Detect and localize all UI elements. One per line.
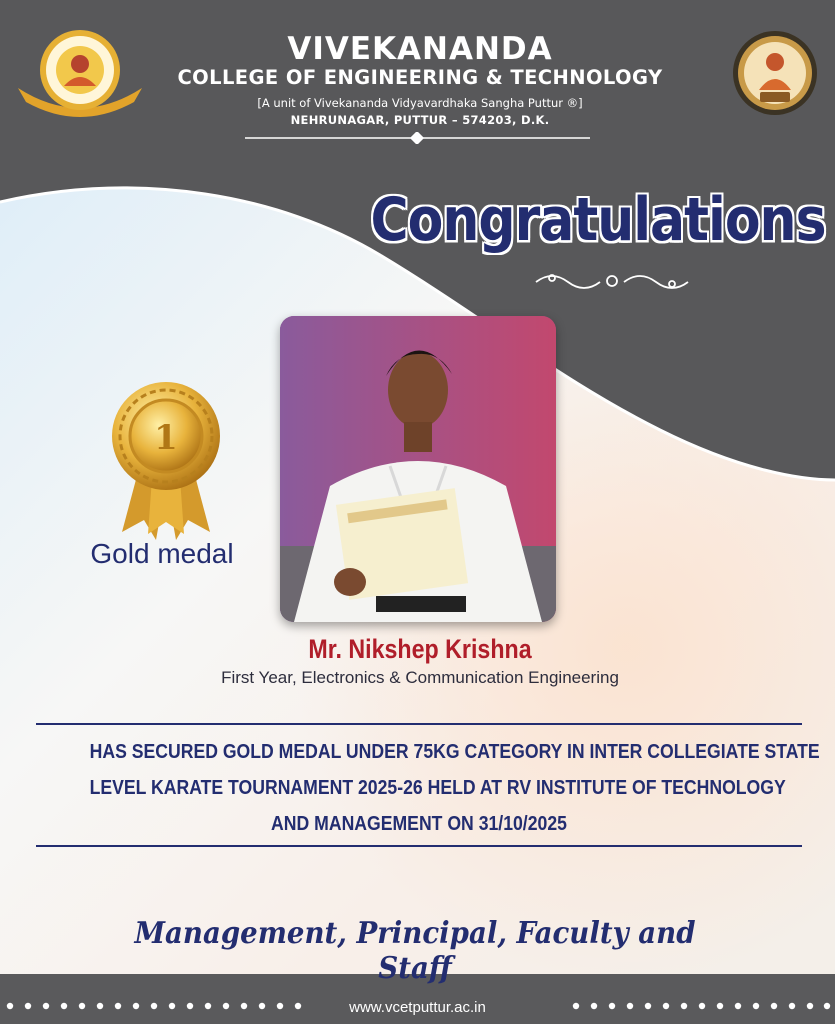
college-affiliation: [A unit of Vivekananda Vidyavardhaka Sangha Puttur ®] xyxy=(257,96,583,110)
college-logo xyxy=(16,28,144,118)
statement-line: LEVEL KARATE TOURNAMENT 2025-26 HELD AT RV INSTITUTE OF TECHNOLOGY xyxy=(89,776,786,799)
anniversary-emblem xyxy=(732,30,818,116)
achiever-photo xyxy=(280,316,556,622)
congratulations-heading: Congratulations xyxy=(370,186,826,255)
medal-caption: Gold medal xyxy=(90,538,234,569)
achiever-name: Mr. Nikshep Krishna xyxy=(308,634,532,664)
achiever-department: First Year, Electronics & Communication Engineering xyxy=(221,668,619,687)
footer-dots-left xyxy=(6,1002,306,1010)
statement-line: HAS SECURED GOLD MEDAL UNDER 75KG CATEGORY IN INTER COLLEGIATE STATE xyxy=(89,740,820,763)
college-name-line1: VIVEKANANDA xyxy=(287,31,553,67)
header-divider xyxy=(245,132,590,144)
flourish-ornament xyxy=(532,268,692,294)
signoff: Management, Principal, Faculty and Staff xyxy=(134,916,696,986)
achiever-photo-image xyxy=(280,316,556,622)
statement-rule-top xyxy=(36,723,802,725)
website-link[interactable]: www.vcetputtur.ac.in xyxy=(349,999,486,1016)
college-name-line2: COLLEGE OF ENGINEERING & TECHNOLOGY xyxy=(177,66,663,89)
statement-line: AND MANAGEMENT ON 31/10/2025 xyxy=(271,812,567,835)
svg-text:1: 1 xyxy=(154,418,178,458)
college-address: NEHRUNAGAR, PUTTUR – 574203, D.K. xyxy=(290,113,550,127)
college-name-block xyxy=(150,32,690,128)
footer-dots-right xyxy=(572,1002,832,1010)
achievement-statement xyxy=(36,734,820,842)
statement-rule-bottom xyxy=(36,845,802,847)
gold-medal-icon xyxy=(108,380,224,540)
